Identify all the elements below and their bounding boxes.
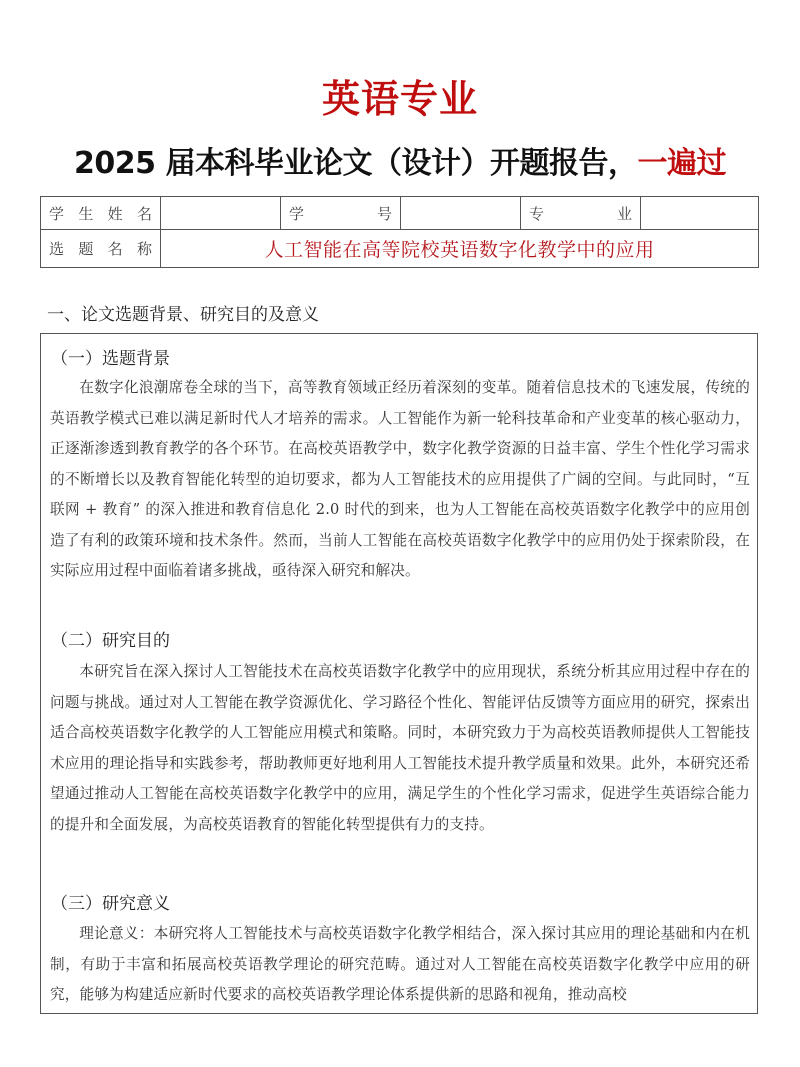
subsection-heading-background: （一）选题背景: [51, 349, 170, 369]
purpose-paragraph: 本研究旨在深入探讨人工智能技术在高校英语数字化教学中的应用现状，系统分析其应用过程中存在的问题与挑战。通过对人工智能在教学资源优化、学习路径个性化、智能评估反馈等方面应用的研究，探索出适合高校英语数字化教学的人工智能应用模式和策略。同时，本研究致力于为高校英语教师提供人工智能技术应用的理论指导和实践参考，帮助教师更好地利用人工智能技术提升教学质量和效果。此外，本研究还希望通过推动人工智能在高校英语数字化教学中的应用，满足学生的个性化学习需求，促进学生英语综合能力的提升和全面发展，为高校英语教育的智能化转型提供有力的支持。: [50, 663, 750, 833]
content-box: [40, 333, 758, 1014]
topic-label: [49, 238, 152, 259]
student-id-label-right: 号: [376, 204, 392, 223]
major-heading: 英语专业: [321, 77, 478, 121]
label-char: 姓: [107, 204, 123, 223]
label-char: 名: [107, 240, 123, 258]
info-row-student: [41, 197, 759, 230]
student-name-label: [49, 203, 152, 224]
document-title-accent: 一遍过: [637, 146, 726, 181]
major-label: [529, 203, 632, 224]
label-char: 生: [78, 204, 94, 223]
topic-title: 人工智能在高等院校英语数字化教学中的应用: [161, 230, 759, 268]
document-title: [0, 138, 800, 182]
student-name-field[interactable]: [161, 197, 281, 230]
background-paragraph: 在数字化浪潮席卷全球的当下，高等教育领域正经历着深刻的变革。随着信息技术的飞速发展，传统的英语教学模式已难以满足新时代人才培养的需求。人工智能作为新一轮科技革命和产业变革的核心驱动力，正逐渐渗透到教育教学的各个环节。在高校英语教学中，数字化教学资源的日益丰富、学生个性化学习需求的不断增长以及教育智能化转型的迫切要求，都为人工智能技术的应用提供了广阔的空间。与此同时，“互联网 + 教育” 的深入推进和教育信息化 2.0 时代的到来，也为人工智能在高校英语数字化教学中的应用创造了有利的政策环境和技术条件。然而，当前人工智能在高校英语数字化教学中的应用仍处于探索阶段，在实际应用过程中面临着诸多挑战，亟待深入研究和解决。: [50, 379, 750, 579]
label-char: 选: [49, 240, 65, 258]
student-id-label: [289, 203, 392, 224]
major-label-left: 专: [529, 204, 545, 223]
student-id-field[interactable]: [401, 197, 521, 230]
major-label-cell: [521, 197, 641, 230]
subsection-heading-purpose: （二）研究目的: [51, 631, 170, 651]
student-id-label-cell: [281, 197, 401, 230]
section-heading: 一、论文选题背景、研究目的及意义: [47, 305, 319, 325]
label-char: 学: [49, 204, 65, 223]
major-field[interactable]: [641, 197, 759, 230]
student-id-label-left: 学: [289, 204, 305, 223]
major-label-right: 业: [616, 204, 632, 223]
label-char: 名: [136, 204, 152, 223]
topic-label-cell: [41, 230, 161, 268]
document-title-main: 2025 届本科毕业论文（设计）开题报告，: [74, 146, 638, 181]
subsection-heading-significance: （三）研究意义: [51, 894, 170, 914]
info-row-topic: [41, 230, 759, 268]
label-char: 题: [78, 240, 94, 258]
significance-paragraph: 理论意义：本研究将人工智能技术与高校英语数字化教学相结合，深入探讨其应用的理论基础和内在机制，有助于丰富和拓展高校英语教学理论的研究范畴。通过对人工智能在高校英语数字化教学中应用的研究，能够为构建适应新时代要求的高校英语教学理论体系提供新的思路和视角，推动高校: [50, 925, 750, 1003]
student-info-table: [40, 196, 759, 268]
label-char: 称: [136, 240, 152, 258]
student-name-label-cell: [41, 197, 161, 230]
